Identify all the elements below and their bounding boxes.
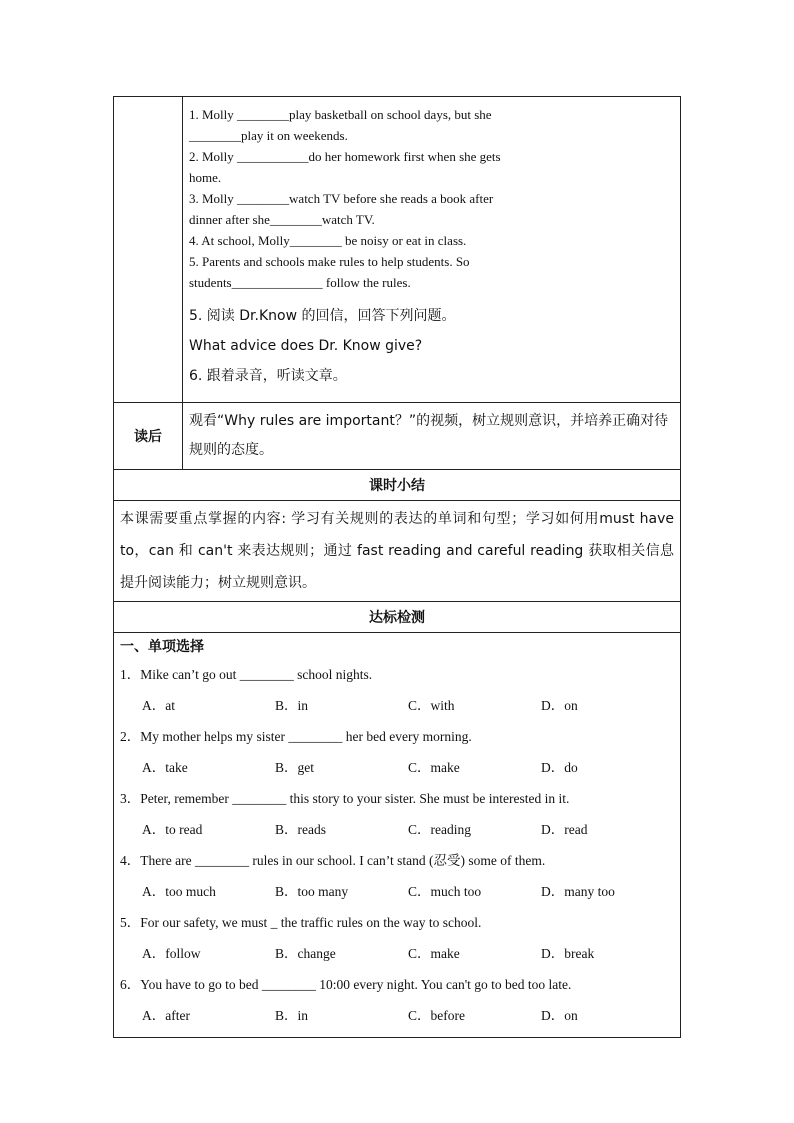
summary-row <box>114 501 681 602</box>
option-c[interactable]: C．reading <box>408 822 471 837</box>
summary-header-row <box>114 470 681 501</box>
question-options <box>120 938 674 969</box>
question-text: 5．For our safety, we must _ the traffic rules on the way to school. <box>120 915 482 930</box>
option-b[interactable]: B．get <box>275 760 314 775</box>
option-b[interactable]: B．in <box>275 1008 309 1023</box>
exercise-line: dinner after she________watch TV. <box>189 212 375 227</box>
task5-question: What advice does Dr. Know give? <box>189 338 423 354</box>
reading-label-cell <box>114 97 183 403</box>
exercise-line: 5. Parents and schools make rules to help students. So <box>189 254 470 269</box>
section-title: 一、单项选择 <box>120 639 204 655</box>
option-c[interactable]: C．make <box>408 760 460 775</box>
option-c[interactable]: C．before <box>408 1008 465 1023</box>
task6-instruction: 6. 跟着录音，听读文章。 <box>189 368 347 384</box>
question-text: 4．There are ________ rules in our school. I can’t stand (忍受) some of them. <box>120 853 546 868</box>
test-header-row <box>114 602 681 633</box>
lesson-table <box>113 96 681 1038</box>
exercise-line: 1. Molly ________play basketball on school days, but she <box>189 107 492 122</box>
option-d[interactable]: D．on <box>541 698 578 713</box>
lesson-page <box>113 96 681 1038</box>
option-c[interactable]: C．much too <box>408 884 482 899</box>
question-text: 6．You have to go to bed ________ 10:00 every night. You can't go to bed too late. <box>120 977 572 992</box>
option-b[interactable]: B．in <box>275 698 309 713</box>
after-reading-row <box>114 403 681 470</box>
summary-title: 课时小结 <box>114 470 681 501</box>
exercise-line: 4. At school, Molly________ be noisy or eat in class. <box>189 233 467 248</box>
exercise-line: home. <box>189 170 222 185</box>
task5-instruction: 5. 阅读 Dr.Know 的回信，回答下列问题。 <box>189 308 456 324</box>
option-a[interactable]: A．at <box>142 698 175 713</box>
option-a[interactable]: A．take <box>142 760 188 775</box>
option-d[interactable]: D．do <box>541 760 578 775</box>
option-a[interactable]: A．after <box>142 1008 190 1023</box>
option-d[interactable]: D．read <box>541 822 588 837</box>
summary-content: 本课需要重点掌握的内容: 学习有关规则的表达的单词和句型；学习如何用must have to，can 和 can't 来表达规则；通过 fast reading and careful reading 获取相关信息提升阅读能力；树立规则意识。 <box>114 501 681 602</box>
question-text: 1．Mike can’t go out ________ school nights. <box>120 667 373 682</box>
option-d[interactable]: D．many too <box>541 884 615 899</box>
question-options <box>120 690 674 721</box>
exercise-line: 2. Molly ___________do her homework first when she gets <box>189 149 501 164</box>
question-text: 2．My mother helps my sister ________ her bed every morning. <box>120 729 472 744</box>
test-content <box>114 633 681 1038</box>
option-b[interactable]: B．change <box>275 946 336 961</box>
option-b[interactable]: B．reads <box>275 822 326 837</box>
exercise-line: 3. Molly ________watch TV before she reads a book after <box>189 191 494 206</box>
option-d[interactable]: D．break <box>541 946 595 961</box>
test-title: 达标检测 <box>114 602 681 633</box>
option-b[interactable]: B．too many <box>275 884 349 899</box>
exercise-block <box>183 97 680 393</box>
option-a[interactable]: A．too much <box>142 884 216 899</box>
question-options <box>120 814 674 845</box>
option-d[interactable]: D．on <box>541 1008 578 1023</box>
question-options <box>120 876 674 907</box>
test-row <box>114 633 681 1038</box>
option-a[interactable]: A．to read <box>142 822 203 837</box>
after-reading-content: 观看“Why rules are important？”的视频，树立规则意识，并培养正确对待规则的态度。 <box>183 403 681 470</box>
option-c[interactable]: C．with <box>408 698 455 713</box>
option-c[interactable]: C．make <box>408 946 460 961</box>
exercise-line: ________play it on weekends. <box>189 128 348 143</box>
reading-content-cell <box>183 97 681 403</box>
reading-row <box>114 97 681 403</box>
question-text: 3．Peter, remember ________ this story to your sister. She must be interested in it. <box>120 791 570 806</box>
exercise-line: students______________ follow the rules. <box>189 275 411 290</box>
question-options <box>120 1000 674 1031</box>
question-options <box>120 752 674 783</box>
option-a[interactable]: A．follow <box>142 946 201 961</box>
after-reading-label: 读后 <box>114 403 183 470</box>
